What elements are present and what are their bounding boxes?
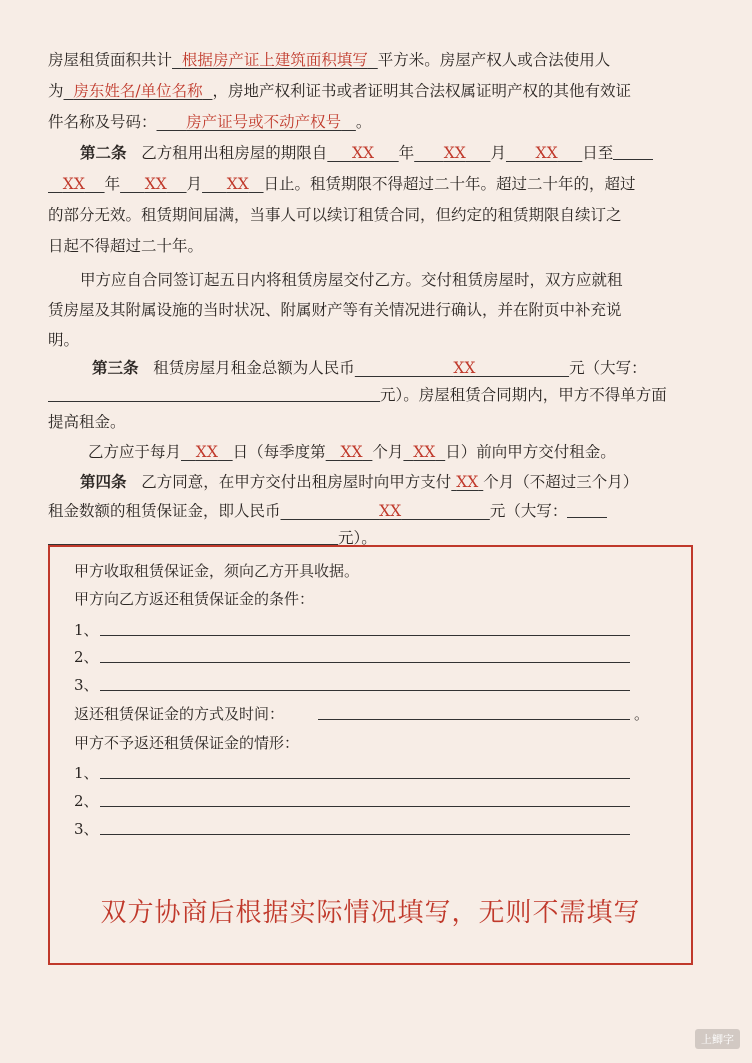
no-return-2-label: 2、 bbox=[74, 792, 99, 810]
blank[interactable] bbox=[48, 528, 338, 545]
start-month-field[interactable] bbox=[414, 144, 490, 162]
art4-line1 bbox=[80, 472, 638, 492]
text: 平方米。房屋产权人或合法使用人 bbox=[377, 51, 611, 69]
value: XX bbox=[379, 502, 402, 520]
return-method-label: 返还租赁保证金的方式及时间： bbox=[74, 705, 285, 723]
pay-day-field[interactable] bbox=[181, 443, 233, 461]
art2-line4: 日起不得超过二十年。 bbox=[48, 237, 204, 255]
art2-line3: 的部分无效。租赁期间届满，当事人可以续订租赁合同，但约定的租赁期限自续订之 bbox=[48, 206, 622, 224]
text: 租赁房屋月租金总额为人民币 bbox=[153, 359, 355, 377]
return-condition-3-blank[interactable] bbox=[100, 690, 630, 691]
article-title: 第四条 bbox=[80, 472, 127, 491]
text: 元（大写： bbox=[489, 502, 568, 520]
text: 日至 bbox=[582, 144, 614, 162]
text: 乙方应于每月 bbox=[88, 443, 182, 461]
end-day-field[interactable] bbox=[202, 175, 264, 193]
box-line1: 甲方收取租赁保证金，须向乙方开具收据。 bbox=[74, 562, 360, 580]
value: XX bbox=[443, 144, 466, 162]
deposit-terms-box bbox=[48, 545, 693, 965]
text: 。 bbox=[355, 113, 372, 131]
art3-line2 bbox=[48, 385, 667, 405]
no-return-label: 甲方不予返还租赁保证金的情形： bbox=[74, 734, 300, 752]
art3-line4 bbox=[88, 442, 616, 462]
rent-amount-field[interactable] bbox=[355, 359, 569, 377]
no-return-2-blank[interactable] bbox=[100, 806, 630, 807]
box-line2: 甲方向乙方返还租赁保证金的条件： bbox=[74, 590, 315, 608]
text: 为 bbox=[48, 82, 64, 100]
no-return-1-blank[interactable] bbox=[100, 778, 630, 779]
art3-line3: 提高租金。 bbox=[48, 413, 126, 431]
return-condition-2-label: 2、 bbox=[74, 648, 99, 666]
quarter-month-field[interactable] bbox=[326, 443, 373, 461]
text: 年 bbox=[398, 144, 415, 162]
para1-line1 bbox=[48, 50, 610, 70]
return-condition-2-blank[interactable] bbox=[100, 662, 630, 663]
end-month-field[interactable] bbox=[120, 175, 186, 193]
value: XX bbox=[226, 175, 249, 193]
text: 年 bbox=[104, 175, 121, 193]
no-return-3-label: 3、 bbox=[74, 820, 99, 838]
text: 。 bbox=[634, 705, 650, 723]
text: 件名称及号码： bbox=[48, 113, 157, 131]
text: 乙方租用出租房屋的期限自 bbox=[141, 144, 328, 162]
art3-line1 bbox=[92, 358, 647, 378]
value: XX bbox=[351, 144, 375, 162]
text: 月 bbox=[186, 175, 203, 193]
owner-value: 房东姓名/单位名称 bbox=[73, 82, 203, 100]
value: XX bbox=[144, 175, 167, 193]
para1-line3 bbox=[48, 112, 371, 132]
text: 日）前向甲方交付租金。 bbox=[445, 443, 616, 461]
cert-value: 房产证号或不动产权号 bbox=[186, 113, 342, 131]
text: 元）。房屋租赁合同期内，甲方不得单方面 bbox=[380, 386, 667, 404]
area-field[interactable] bbox=[172, 51, 378, 69]
handover-line3: 明。 bbox=[48, 331, 80, 349]
value: XX bbox=[535, 144, 558, 162]
text: 日止。租赁期限不得超过二十年。超过二十年的，超过 bbox=[263, 175, 636, 193]
article-title: 第三条 bbox=[92, 358, 139, 377]
blank[interactable] bbox=[613, 143, 653, 160]
owner-field[interactable] bbox=[64, 82, 213, 100]
art4-line2 bbox=[48, 501, 607, 521]
text: 租金数额的租赁保证金，即人民币 bbox=[48, 502, 281, 520]
value: XX bbox=[413, 443, 436, 461]
article-title: 第二条 bbox=[80, 143, 127, 162]
return-method-blank[interactable] bbox=[318, 719, 630, 720]
quarter-day-field[interactable] bbox=[403, 443, 445, 461]
value: XX bbox=[453, 359, 476, 377]
text: 元）。 bbox=[338, 529, 377, 547]
watermark: 上鲫字 bbox=[695, 1029, 740, 1049]
text: 日（每季度第 bbox=[232, 443, 326, 461]
value: XX bbox=[62, 175, 85, 193]
no-return-3-blank[interactable] bbox=[100, 834, 630, 835]
cert-field[interactable] bbox=[157, 113, 356, 131]
text: 元（大写： bbox=[569, 359, 647, 377]
deposit-months-field[interactable] bbox=[451, 473, 483, 491]
rent-uppercase-blank[interactable] bbox=[48, 385, 380, 402]
art2-line1 bbox=[80, 143, 653, 163]
end-year-field[interactable] bbox=[48, 175, 105, 193]
fill-instruction-note: 双方协商后根据实际情况填写，无则不需填写 bbox=[100, 898, 641, 928]
no-return-1-label: 1、 bbox=[74, 764, 99, 782]
return-condition-1-label: 1、 bbox=[74, 621, 99, 639]
deposit-amount-field[interactable] bbox=[281, 502, 490, 520]
area-value: 根据房产证上建筑面积填写 bbox=[181, 51, 368, 69]
handover-line1: 甲方应自合同签订起五日内将租赁房屋交付乙方。交付租赁房屋时，双方应就租 bbox=[80, 271, 623, 289]
para1-line2 bbox=[48, 81, 631, 101]
art2-line2 bbox=[48, 174, 636, 194]
start-year-field[interactable] bbox=[327, 144, 398, 162]
text: 个月 bbox=[372, 443, 404, 461]
handover-line2: 赁房屋及其附属设施的当时状况、附属财产等有关情况进行确认，并在附页中补充说 bbox=[48, 301, 622, 319]
text: 月 bbox=[490, 144, 506, 162]
text: 房屋租赁面积共计 bbox=[48, 51, 173, 69]
text: 个月（不超过三个月） bbox=[483, 473, 639, 491]
start-day-field[interactable] bbox=[506, 144, 582, 162]
deposit-uppercase-blank[interactable] bbox=[567, 501, 607, 518]
return-condition-3-label: 3、 bbox=[74, 676, 99, 694]
text: 乙方同意，在甲方交付出租房屋时向甲方支付 bbox=[141, 473, 452, 491]
value: XX bbox=[456, 473, 479, 491]
return-condition-1-blank[interactable] bbox=[100, 635, 630, 636]
value: XX bbox=[340, 443, 363, 461]
value: XX bbox=[195, 443, 218, 461]
text: ，房地产权利证书或者证明其合法权属证明产权的其他有效证 bbox=[212, 82, 631, 100]
